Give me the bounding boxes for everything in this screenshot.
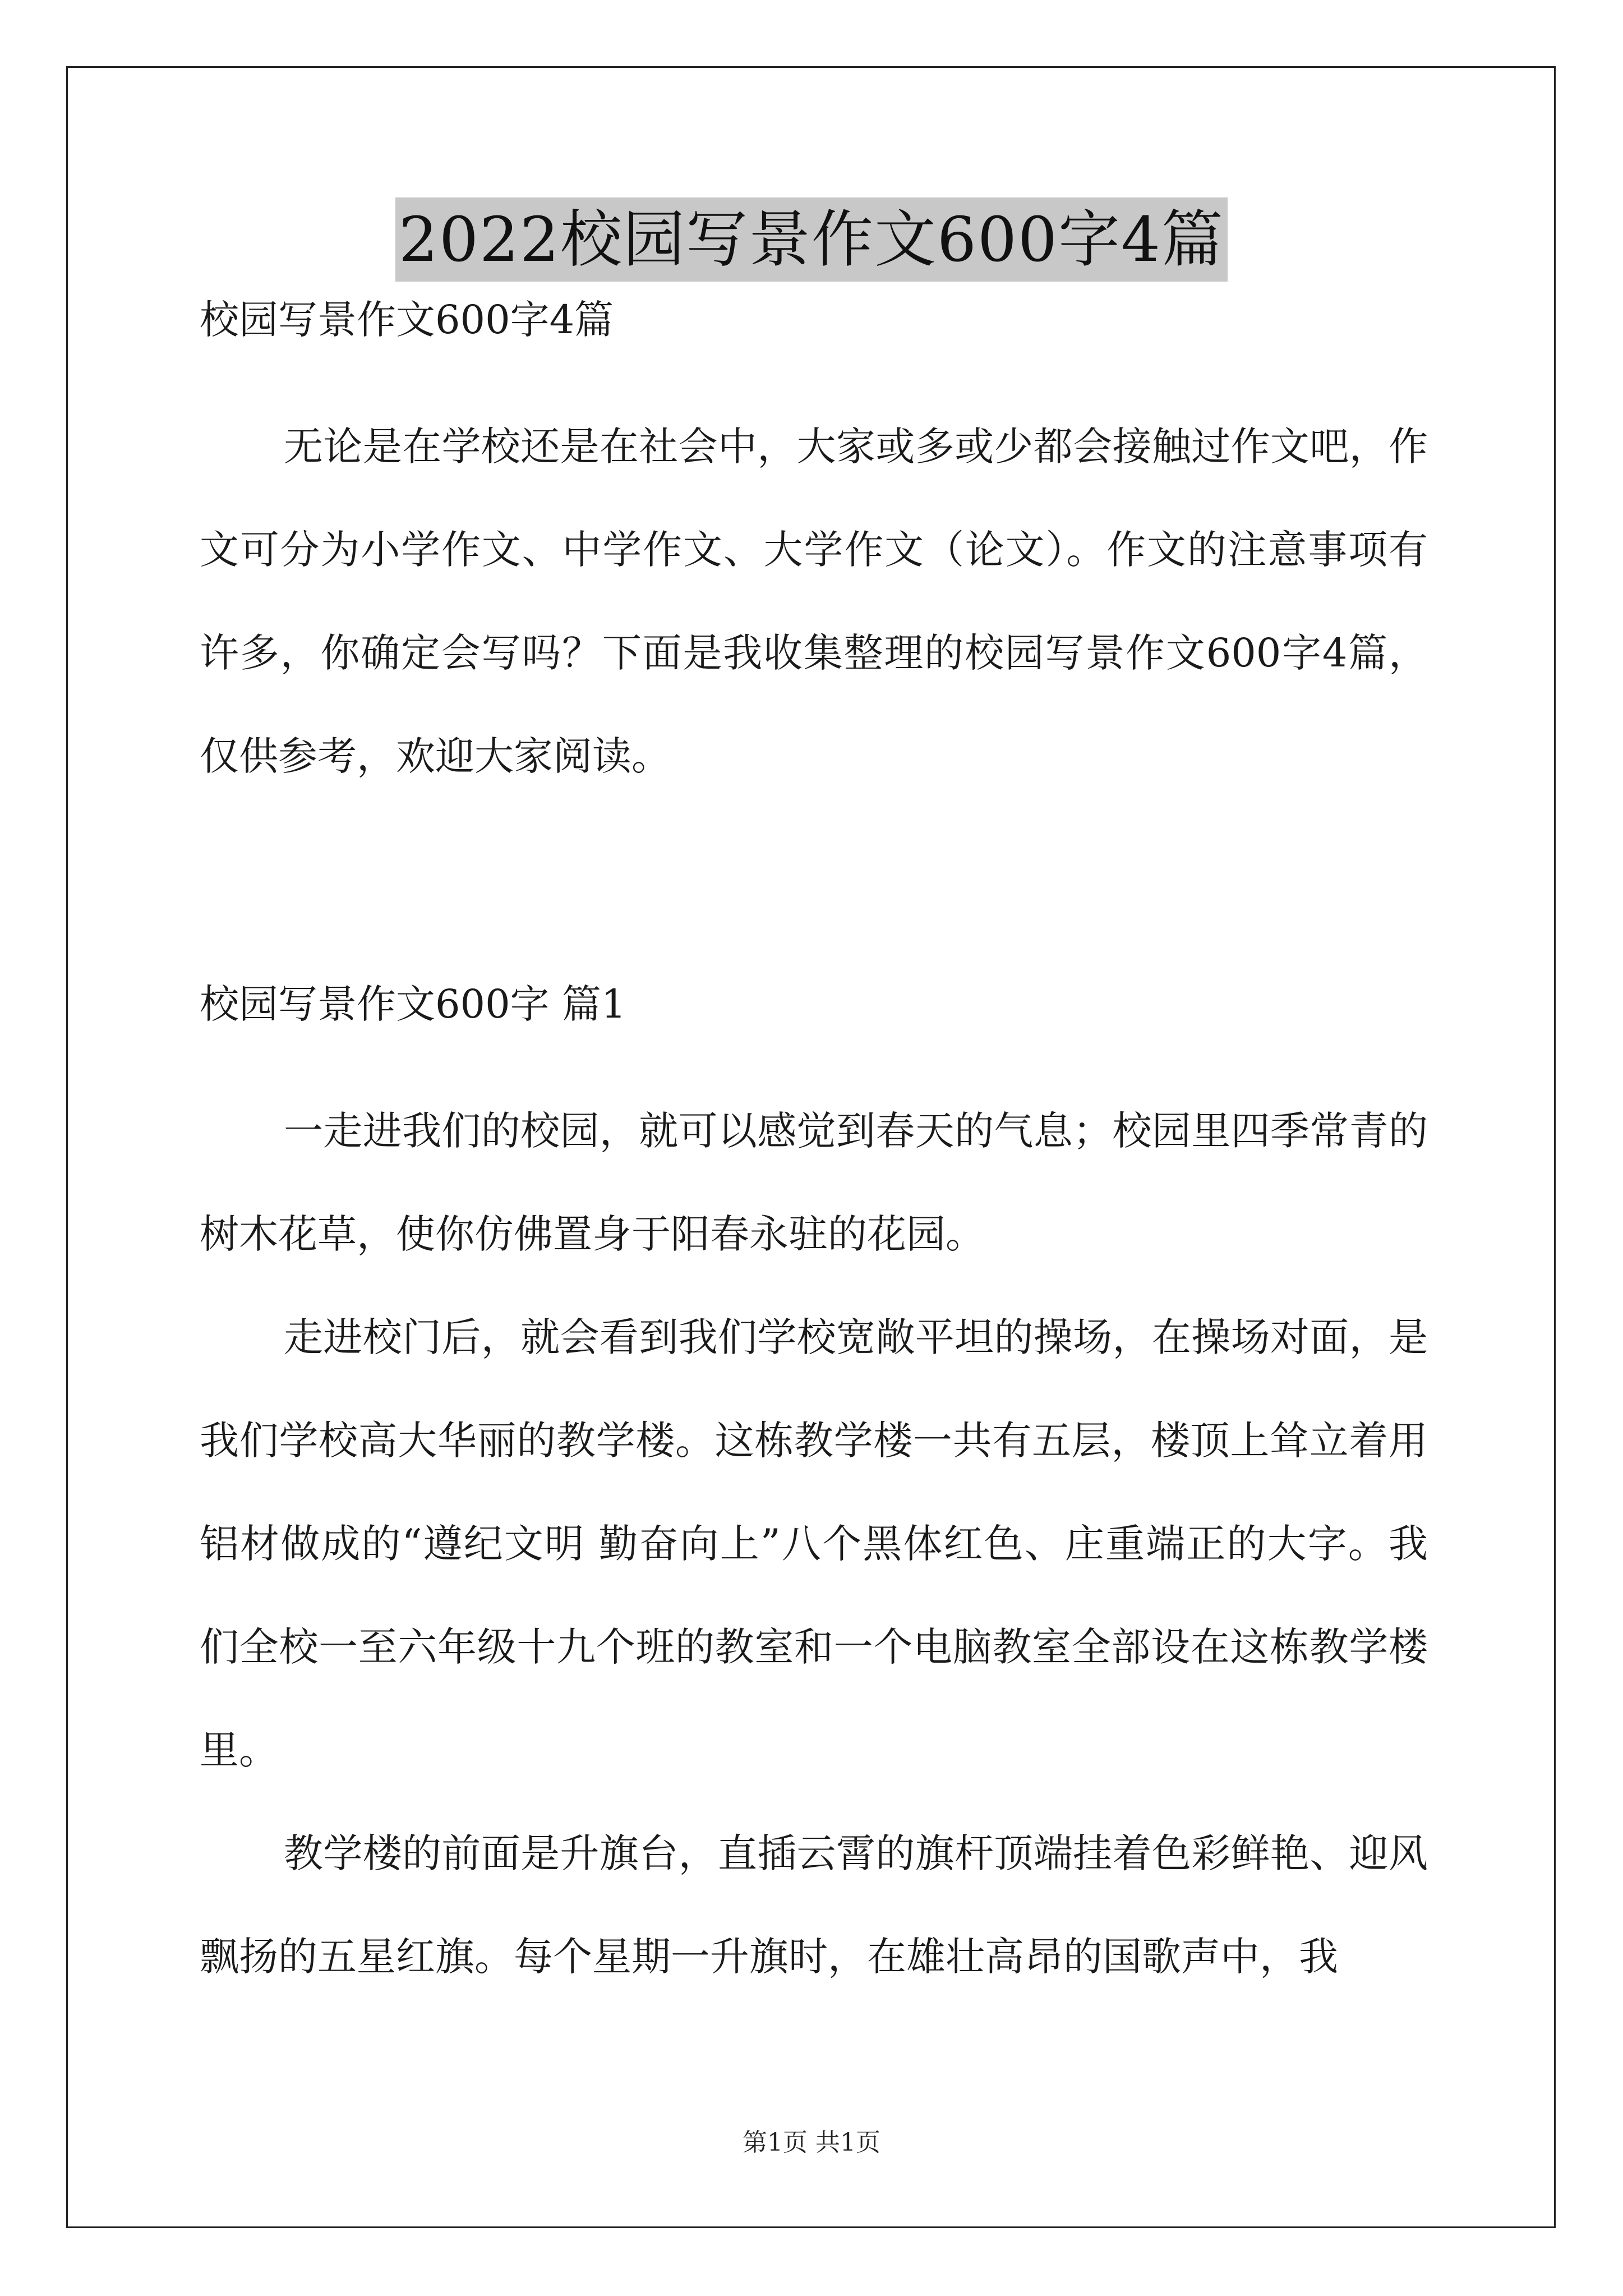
body-paragraph-1: 一走进我们的校园，就可以感觉到春天的气息；校园里四季常青的树木花草，使你仿佛置身于阳春永驻的花园。 [200,1108,1428,1257]
document-body [200,292,1428,2008]
body-paragraph-3: 教学楼的前面是升旗台，直插云霄的旗杆顶端挂着色彩鲜艳、迎风飘扬的五星红旗。每个星期一升旗时，在雄壮高昂的国歌声中，我 [200,1830,1428,1980]
intro-paragraph: 无论是在学校还是在社会中，大家或多或少都会接触过作文吧，作文可分为小学作文、中学作文、大学作文（论文）。作文的注意事项有许多，你确定会写吗？下面是我收集整理的校园写景作文600字4篇，仅供参考，欢迎大家阅读。 [200,424,1428,779]
document-title: 2022校园写景作文600字4篇 [395,197,1228,282]
page-footer [0,2126,1623,2160]
title-container [0,197,1623,282]
document-subtitle: 校园写景作文600字4篇 [200,297,614,343]
section-heading: 校园写景作文600字 篇1 [200,981,626,1027]
body-paragraph-2: 走进校门后，就会看到我们学校宽敞平坦的操场，在操场对面，是我们学校高大华丽的教学楼。这栋教学楼一共有五层，楼顶上耸立着用铝材做成的“遵纪文明 勤奋向上”八个黑体红色、庄重端正的大字。我们全校一至六年级十九个班的教室和一个电脑教室全部设在这栋教学楼里。 [200,1314,1428,1773]
page-number: 第1页 共1页 [743,2128,880,2157]
